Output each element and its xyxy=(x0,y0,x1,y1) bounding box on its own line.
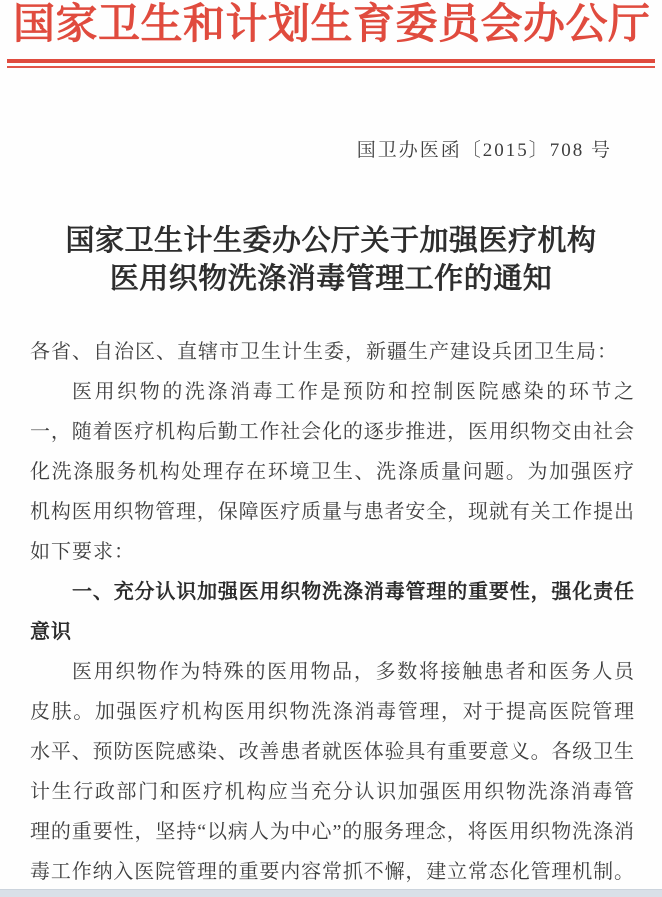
body-line: 毒工作纳入医院管理的重要内容常抓不懈，建立常态化管理机制。 xyxy=(30,861,634,883)
body-line: 医用织物作为特殊的医用物品，多数将接触患者和医务人员 xyxy=(72,661,634,683)
body-line: 化洗涤服务机构处理存在环境卫生、洗涤质量问题。为加强医疗 xyxy=(30,461,634,483)
section-heading-line: 意识 xyxy=(30,621,72,643)
salutation: 各省、自治区、直辖市卫生计生委，新疆生产建设兵团卫生局： xyxy=(30,341,618,363)
body-line: 水平、预防医院感染、改善患者就医体验具有重要意义。各级卫生 xyxy=(30,741,634,763)
body-line: 机构医用织物管理，保障医疗质量与患者安全，现就有关工作提出 xyxy=(30,501,634,523)
document-body xyxy=(0,332,662,892)
letterhead-divider xyxy=(7,59,655,68)
body-line: 理的重要性，坚持“以病人为中心”的服务理念，将医用织物洗涤消 xyxy=(30,821,634,843)
document-title-line-2: 医用织物洗涤消毒管理工作的通知 xyxy=(109,263,553,295)
body-line: 医用织物的洗涤消毒工作是预防和控制医院感染的环节之 xyxy=(72,381,634,403)
agency-name: 国家卫生和计划生育委员会办公厅 xyxy=(13,2,651,48)
document-title xyxy=(0,222,662,298)
window-edge-strip xyxy=(0,889,662,897)
body-line: 皮肤。加强医疗机构医用织物洗涤消毒管理，对于提高医院管理 xyxy=(30,701,634,723)
body-line: 如下要求： xyxy=(30,541,135,563)
document-number: 国卫办医函〔2015〕708 号 xyxy=(356,140,612,161)
section-heading-line: 一、充分认识加强医用织物洗涤消毒管理的重要性，强化责任 xyxy=(72,581,634,603)
divider-thin-line xyxy=(7,66,655,68)
document-title-line-1: 国家卫生计生委办公厅关于加强医疗机构 xyxy=(65,225,597,257)
body-line: 一，随着医疗机构后勤工作社会化的逐步推进，医用织物交由社会 xyxy=(30,421,634,443)
letterhead xyxy=(0,0,662,68)
divider-thick-line xyxy=(7,59,655,63)
body-line: 计生行政部门和医疗机构应当充分认识加强医用织物洗涤消毒管 xyxy=(30,781,634,803)
